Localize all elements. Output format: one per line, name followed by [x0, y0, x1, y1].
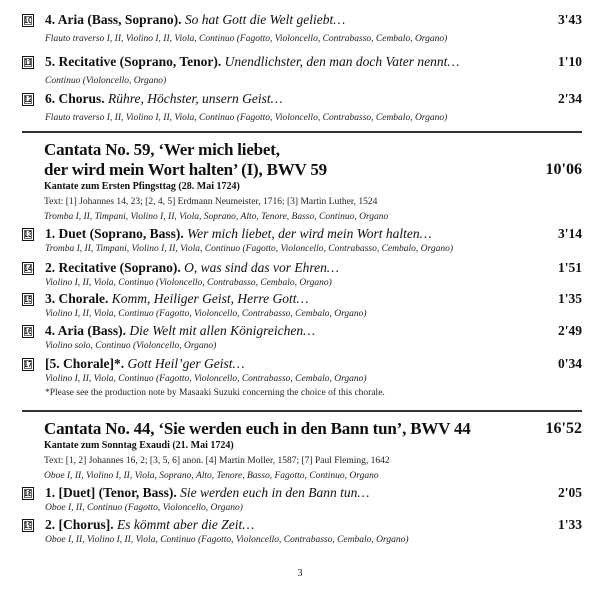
track-instrumentation: Violino I, II, Viola, Continuo (Fagotto, Violoncello, Contrabasso, Cembalo, Organo)	[45, 309, 367, 319]
track-heading	[45, 323, 315, 339]
track-heading	[45, 485, 369, 501]
track-incipit: Komm, Heiliger Geist, Herre Gott…	[111, 291, 309, 306]
track-instrumentation: Flauto traverso I, II, Violino I, II, Viola, Continuo (Fagotto, Violoncello, Contrabasso, Cembalo, Organo)	[45, 113, 448, 123]
track-number: 17	[23, 360, 33, 369]
track-duration: 1'10	[557, 54, 582, 69]
track-15	[22, 291, 582, 319]
cantata-59-scoring: Tromba I, II, Timpani, Violino I, II, Viola, Soprano, Alto, Tenore, Basso, Continuo, Organo	[44, 212, 389, 222]
track-heading	[45, 356, 244, 372]
track-number: 13	[23, 230, 33, 239]
track-incipit: Sie werden euch in den Bann tun…	[180, 485, 370, 500]
cantata-59-total-duration: 10'06	[545, 161, 582, 178]
track-title: [5. Chorale]*.	[45, 356, 125, 371]
track-duration: 2'49	[557, 323, 582, 338]
track-number: 18	[23, 489, 33, 498]
track-number: 11	[23, 58, 33, 67]
track-incipit: So hat Gott die Welt geliebt…	[184, 12, 346, 27]
track-16	[22, 323, 582, 351]
track-title: 6. Chorus.	[45, 91, 105, 106]
track-number: 12	[23, 95, 33, 104]
track-duration: 3'43	[557, 12, 582, 27]
cantata-44-title: Cantata No. 44, ‘Sie werden euch in den Bann tun’, BWV 44	[44, 419, 471, 438]
track-number: 19	[23, 521, 33, 530]
track-17	[22, 356, 582, 398]
track-incipit: Rühre, Höchster, unsern Geist…	[108, 91, 283, 106]
track-number: 10	[23, 16, 33, 25]
track-instrumentation: Continuo (Violoncello, Organo)	[45, 76, 167, 86]
track-11	[22, 54, 582, 86]
track-incipit: Die Welt mit allen Königreichen…	[129, 323, 316, 338]
track-instrumentation: Tromba I, II, Timpani, Violino I, II, Viola, Continuo (Fagotto, Violoncello, Contrabasso, Cembalo, Organo)	[45, 244, 454, 254]
track-18	[22, 485, 582, 513]
track-duration: 0'34	[557, 356, 582, 371]
track-incipit: Wer mich liebet, der wird mein Wort halten…	[187, 226, 432, 241]
production-footnote: *Please see the production note by Masaaki Suzuki concerning the choice of this chorale.	[45, 388, 385, 398]
track-heading	[45, 291, 308, 307]
track-instrumentation: Violino solo, Continuo (Violoncello, Organo)	[45, 341, 217, 351]
track-instrumentation: Oboe I, II, Continuo (Fagotto, Violoncello, Organo)	[45, 503, 243, 513]
track-instrumentation: Flauto traverso I, II, Violino I, II, Viola, Continuo (Fagotto, Violoncello, Contrabasso, Cembalo, Organo)	[45, 34, 448, 44]
cantata-59-text-sources: Text: [1] Johannes 14, 23; [2, 4, 5] Erdmann Neumeister, 1716; [3] Martin Luther, 1524	[44, 197, 378, 207]
track-duration: 2'34	[557, 91, 582, 106]
track-instrumentation: Oboe I, II, Violino I, II, Viola, Continuo (Fagotto, Violoncello, Contrabasso, Cembalo, Organo)	[45, 535, 409, 545]
track-heading	[45, 12, 345, 28]
cantata-44-total-duration: 16'52	[545, 420, 582, 437]
section-divider	[22, 410, 582, 412]
track-number: 14	[23, 264, 33, 273]
track-number: 16	[23, 327, 33, 336]
cantata-44-text-sources: Text: [1, 2] Johannes 16, 2; [3, 5, 6] anon. [4] Martin Moller, 1587; [7] Paul Fleming, 1642	[44, 456, 390, 466]
track-title: 4. Aria (Bass).	[45, 323, 126, 338]
track-19	[22, 517, 582, 545]
track-incipit: Gott Heil’ger Geist…	[127, 356, 245, 371]
cantata-59-title-line1: Cantata No. 59, ‘Wer mich liebet,	[44, 140, 280, 159]
track-heading	[45, 260, 339, 276]
track-duration: 2'05	[557, 485, 582, 500]
track-title: 1. Duet (Soprano, Bass).	[45, 226, 184, 241]
track-incipit: O, was sind das vor Ehren…	[184, 260, 339, 275]
cantata-44-occasion: Kantate zum Sonntag Exaudi (21. Mai 1724)	[44, 440, 234, 451]
track-12	[22, 91, 582, 123]
track-14	[22, 260, 582, 288]
cantata-44-scoring: Oboe I, II, Violino I, II, Viola, Soprano, Alto, Tenore, Basso, Fagotto, Continuo, Organo	[44, 471, 379, 481]
section-divider	[22, 131, 582, 133]
track-duration: 3'14	[557, 226, 582, 241]
track-heading	[45, 517, 254, 533]
track-incipit: Unendlichster, den man doch Vater nennt…	[224, 54, 460, 69]
track-title: 5. Recitative (Soprano, Tenor).	[45, 54, 222, 69]
track-10	[22, 12, 582, 44]
track-title: 2. Recitative (Soprano).	[45, 260, 181, 275]
cantata-59-occasion: Kantate zum Ersten Pfingsttag (28. Mai 1724)	[44, 181, 240, 192]
track-heading	[45, 226, 432, 242]
track-duration: 1'35	[557, 291, 582, 306]
track-duration: 1'51	[557, 260, 582, 275]
track-title: 3. Chorale.	[45, 291, 109, 306]
track-duration: 1'33	[557, 517, 582, 532]
track-13	[22, 226, 582, 254]
track-instrumentation: Violino I, II, Viola, Continuo (Violoncello, Contrabasso, Cembalo, Organo)	[45, 278, 332, 288]
track-title: 1. [Duet] (Tenor, Bass).	[45, 485, 177, 500]
track-heading	[45, 91, 283, 107]
track-title: 4. Aria (Bass, Soprano).	[45, 12, 182, 27]
track-incipit: Es kömmt aber die Zeit…	[117, 517, 255, 532]
cantata-59-title-line2: der wird mein Wort halten’ (I), BWV 59	[44, 160, 327, 179]
track-heading	[45, 54, 459, 70]
page-number: 3	[297, 568, 303, 579]
track-number: 15	[23, 295, 33, 304]
track-instrumentation: Violino I, II, Viola, Continuo (Fagotto, Violoncello, Contrabasso, Cembalo, Organo)	[45, 374, 367, 384]
track-title: 2. [Chorus].	[45, 517, 114, 532]
